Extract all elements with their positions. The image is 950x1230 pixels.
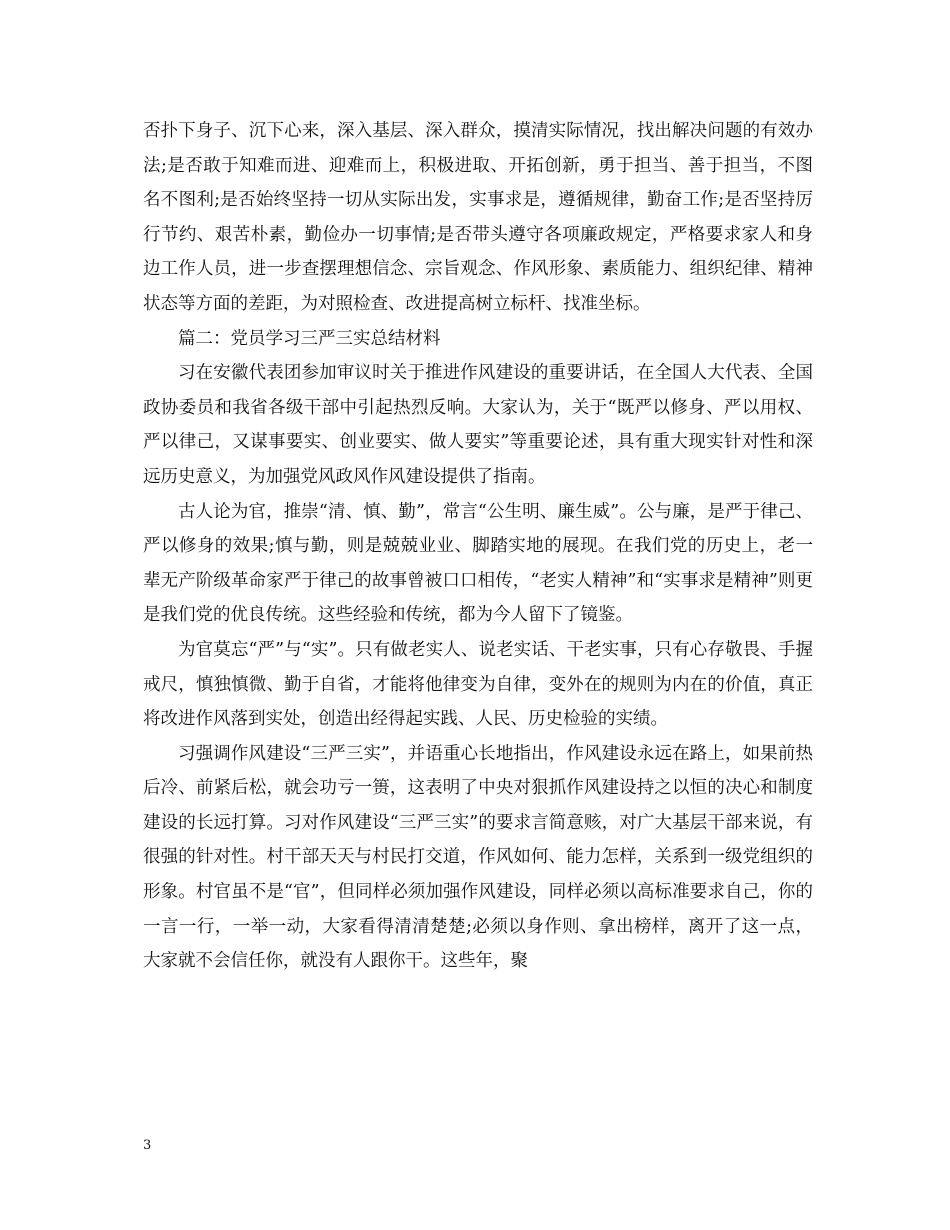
paragraph: 为官莫忘“严”与“实”。只有做老实人、说老实话、干老实事，只有心存敬畏、手握戒尺，慎独慎微、勤于自省，才能将他律变为自律，变外在的规则为内在的价值，真正将改进作风落到实处，创造出经得起实践、人民、历史检验的实绩。 <box>143 639 813 730</box>
section-heading: 篇二：党员学习三严三实总结材料 <box>178 328 441 349</box>
paragraph: 习强调作风建设“三严三实”，并语重心长地指出，作风建设永远在路上，如果前热后冷、前紧后松，就会功亏一篑，这表明了中央对狠抓作风建设持之以恒的决心和制度建设的长远打算。习对作风建设“三严三实”的要求言简意赅，对广大基层干部来说，有很强的针对性。村干部天天与村民打交道，作风如何、能力怎样，关系到一级党组织的形象。村官虽不是“官”，但同样必须加强作风建设，同样必须以高标准要求自己，你的一言一行，一举一动，大家看得清清楚楚;必须以身作则、拿出榜样，离开了这一点，大家就不会信任你，就没有人跟你干。这些年，聚 <box>143 743 813 972</box>
paragraph: 古人论为官，推崇“清、慎、勤”，常言“公生明、廉生威”。公与廉，是严于律己、严以修身的效果;慎与勤，则是兢兢业业、脚踏实地的展现。在我们党的历史上，老一辈无产阶级革命家严于律己的故事曾被口口相传，“老实人精神”和“实事求是精神”则更是我们党的优良传统。这些经验和传统，都为今人留下了镜鉴。 <box>143 501 813 626</box>
document-body <box>143 114 813 979</box>
page-number: 3 <box>143 1138 152 1153</box>
paragraph: 习在安徽代表团参加审议时关于推进作风建设的重要讲话，在全国人大代表、全国政协委员和我省各级干部中引起热烈反响。大家认为，关于“既严以修身、严以用权、严以律己，又谋事要实、创业要实、做人要实”等重要论述，具有重大现实针对性和深远历史意义，为加强党风政风作风建设提供了指南。 <box>143 363 813 487</box>
paragraph-continuation: 否扑下身子、沉下心来，深入基层、深入群众，摸清实际情况，找出解决问题的有效办法;是否敢于知难而进、迎难而上，积极进取、开拓创新，勇于担当、善于担当，不图名不图利;是否始终坚持一切从实际出发，实事求是，遵循规律，勤奋工作;是否坚持厉行节约、艰苦朴素，勤俭办一切事情;是否带头遵守各项廉政规定，严格要求家人和身边工作人员，进一步查摆理想信念、宗旨观念、作风形象、素质能力、组织纪律、精神状态等方面的差距，为对照检查、改进提高树立标杆、找准坐标。 <box>143 121 813 314</box>
